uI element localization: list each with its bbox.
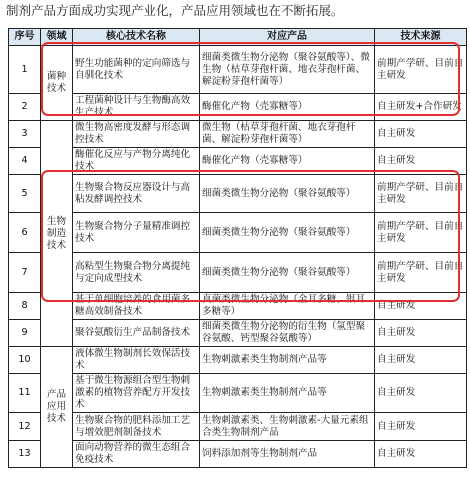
- row-no: 8: [9, 293, 41, 320]
- row-tech: 聚谷氨酸衍生产品制备技术: [73, 320, 200, 347]
- row-source: 自主研发: [375, 121, 467, 148]
- domain-cell: 生物制造技术: [41, 121, 73, 347]
- table-row: [9, 347, 467, 374]
- row-no: 4: [9, 148, 41, 175]
- row-no: 2: [9, 94, 41, 121]
- header-domain: 领域: [41, 29, 73, 46]
- row-source: 自主研发: [375, 413, 467, 441]
- row-tech: 基于单细胞培养的食用菌多糖高效制备技术: [73, 293, 200, 320]
- row-product: 细菌类微生物分泌物（聚谷氨酸等）: [200, 213, 375, 253]
- row-tech: 生物聚合物反应器设计与高粘发酵调控技术: [73, 175, 200, 213]
- row-source: 前期产学研、目前自主研发: [375, 175, 467, 213]
- table-row: [9, 46, 467, 94]
- row-product: 细菌类微生物分泌物的衍生物（氢型聚谷氨酸、钙型聚谷氨酸等）: [200, 320, 375, 347]
- row-no: 10: [9, 347, 41, 374]
- row-product: 生物刺激素类生物制剂产品等: [200, 347, 375, 374]
- row-no: 13: [9, 441, 41, 468]
- table-header-row: [9, 29, 467, 46]
- header-source: 技术来源: [375, 29, 467, 46]
- row-product: 细菌类微生物分泌物（聚谷氨酸等）: [200, 253, 375, 293]
- row-no: 7: [9, 253, 41, 293]
- row-source: 自主研发: [375, 441, 467, 468]
- row-product: 真菌类微生物分泌物（金耳多糖、银耳多糖等）: [200, 293, 375, 320]
- row-product: 细菌类微生物分泌物（聚谷氨酸等）: [200, 175, 375, 213]
- row-tech: 野生功能菌种的定向筛选与自驯化技术: [73, 46, 200, 94]
- row-source: 前期产学研、目前自主研发: [375, 46, 467, 94]
- table-row: [9, 148, 467, 175]
- row-source: 自主研发: [375, 293, 467, 320]
- row-source: 前期产学研、目前自主研发: [375, 213, 467, 253]
- row-no: 9: [9, 320, 41, 347]
- row-product: 酶催化产物（壳寡糖等）: [200, 94, 375, 121]
- row-tech: 生物聚合物分子量精准调控技术: [73, 213, 200, 253]
- row-product: 生物刺激素类、生物刺激素-大量元素组合类生物制剂产品: [200, 413, 375, 441]
- row-no: 1: [9, 46, 41, 94]
- domain-cell: 菌种技术: [41, 46, 73, 121]
- table-row: [9, 253, 467, 293]
- table-row: [9, 94, 467, 121]
- row-product: 酶催化产物（壳寡糖等）: [200, 148, 375, 175]
- row-tech: 生物聚合物的肥料添加工艺与增效肥剂制备技术: [73, 413, 200, 441]
- row-tech: 工程菌种设计与生物酶高效生产技术: [73, 94, 200, 121]
- row-tech: 高粘型生物聚合物分离提纯与定向成型技术: [73, 253, 200, 293]
- row-tech: 酶催化反应与产物分离纯化技术: [73, 148, 200, 175]
- row-source: 自主研发+合作研发: [375, 94, 467, 121]
- row-tech: 微生物高密度发酵与形态调控技术: [73, 121, 200, 148]
- table-row: [9, 293, 467, 320]
- intro-text: 制剂产品方面成功实现产业化，产品应用领域也在不断拓展。: [6, 3, 344, 18]
- header-tech: 核心技术名称: [73, 29, 200, 46]
- table-row: [9, 320, 467, 347]
- row-source: 自主研发: [375, 374, 467, 413]
- table-row: [9, 374, 467, 413]
- core-technology-table: [8, 28, 467, 468]
- row-product: 生物刺激素类生物制剂产品等: [200, 374, 375, 413]
- row-source: 自主研发: [375, 320, 467, 347]
- row-no: 3: [9, 121, 41, 148]
- row-product: 微生物（枯草芽孢杆菌、地衣芽孢杆菌、解淀粉芽孢杆菌等）: [200, 121, 375, 148]
- table-row: [9, 175, 467, 213]
- row-no: 12: [9, 413, 41, 441]
- row-no: 6: [9, 213, 41, 253]
- table-row: [9, 441, 467, 468]
- row-product: 细菌类微生物分泌物（聚谷氨酸等）、微生物（枯草芽孢杆菌、地衣芽孢杆菌、解淀粉芽孢杆菌等）: [200, 46, 375, 94]
- row-tech: 面向动物营养的微生态组合免疫技术: [73, 441, 200, 468]
- row-source: 前期产学研、目前自主研发: [375, 253, 467, 293]
- row-tech: 液体微生物制剂长效保活技术: [73, 347, 200, 374]
- row-no: 11: [9, 374, 41, 413]
- row-tech: 基于微生物源组合型生物刺激素的植物营养配方开发技术: [73, 374, 200, 413]
- domain-cell: 产品应用技术: [41, 347, 73, 468]
- table-row: [9, 213, 467, 253]
- row-product: 饲料添加剂等生物制剂产品: [200, 441, 375, 468]
- header-product: 对应产品: [200, 29, 375, 46]
- header-no: 序号: [9, 29, 41, 46]
- table-row: [9, 413, 467, 441]
- row-source: 自主研发: [375, 148, 467, 175]
- row-source: 自主研发: [375, 347, 467, 374]
- row-no: 5: [9, 175, 41, 213]
- table-row: [9, 121, 467, 148]
